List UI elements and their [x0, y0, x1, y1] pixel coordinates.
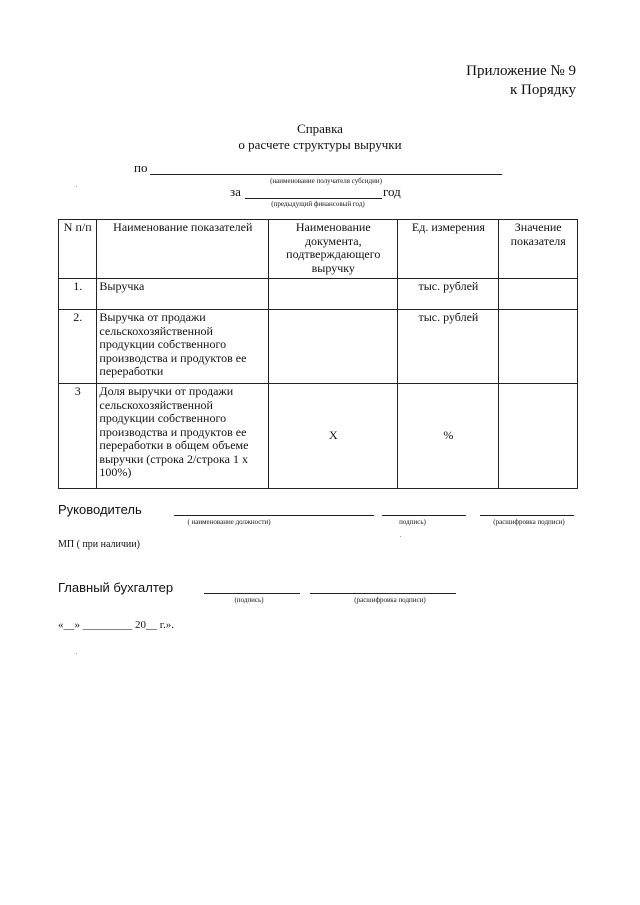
header-indicator-name: Наименование показателей [97, 220, 269, 279]
head-position-caption: ( наименование должности) [187, 518, 271, 526]
accountant-signature-line[interactable] [204, 593, 300, 594]
scan-dot [400, 536, 401, 537]
scan-dot [76, 186, 77, 187]
row-name: Выручка [97, 279, 269, 310]
head-signature-caption: подпись) [399, 518, 426, 526]
table-header-row [59, 220, 578, 279]
date-line[interactable]: «__» _________ 20__ г.». [58, 619, 175, 631]
table-row [59, 384, 578, 489]
accountant-decode-caption: (расшифровка подписи) [354, 596, 426, 604]
title-line-1: Справка [297, 121, 343, 136]
po-label: по [134, 160, 148, 175]
head-decode-caption: (расшифровка подписи) [493, 518, 565, 526]
header-value: Значение показателя [499, 220, 578, 279]
scan-dot [76, 653, 77, 654]
god-label: год [383, 184, 401, 199]
header-unit: Ед. измерения [398, 220, 499, 279]
za-label: за [230, 184, 241, 199]
recipient-name-caption: (наименование получателя субсидии) [270, 177, 382, 185]
row-unit: тыс. рублей [398, 310, 499, 384]
recipient-name-line[interactable] [150, 174, 502, 175]
row-name: Выручка от продажи сельскохозяйственной продукции собственного производства и продуктов ее переработки [97, 310, 269, 384]
revenue-structure-table [58, 219, 578, 489]
appendix-number: Приложение № 9 [466, 63, 576, 79]
fiscal-year-caption: (предыдущий финансовый год) [271, 200, 365, 208]
row-unit: тыс. рублей [398, 279, 499, 310]
row-doc-cell[interactable] [269, 279, 398, 310]
row-doc-cell: X [269, 384, 398, 489]
row-unit: % [398, 384, 499, 489]
accountant-label: Главный бухгалтер [58, 580, 174, 595]
accountant-decode-line[interactable] [310, 593, 456, 594]
appendix-reference: к Порядку [510, 82, 576, 98]
head-decode-line[interactable] [480, 515, 574, 516]
head-label: Руководитель [58, 502, 142, 517]
table-row [59, 279, 578, 310]
header-num: N п/п [59, 220, 97, 279]
header-document-name: Наименование документа, подтверждающего выручку [269, 220, 398, 279]
document-title [0, 121, 640, 153]
row-value-cell[interactable] [499, 384, 578, 489]
row-num: 3 [59, 384, 97, 489]
row-value-cell[interactable] [499, 279, 578, 310]
row-doc-cell[interactable] [269, 310, 398, 384]
head-signature-line[interactable] [382, 515, 466, 516]
appendix-header [466, 62, 576, 100]
fiscal-year-line[interactable] [245, 198, 382, 199]
row-value-cell[interactable] [499, 310, 578, 384]
row-num: 1. [59, 279, 97, 310]
title-line-2: о расчете структуры выручки [238, 137, 402, 152]
row-name: Доля выручки от продажи сельскохозяйственной продукции собственного производства и продуктов ее переработки в общем объеме выручки (строка 2/строка 1 x 100%) [97, 384, 269, 489]
head-position-line[interactable] [174, 515, 374, 516]
stamp-label: МП ( при наличии) [58, 539, 140, 550]
table-row [59, 310, 578, 384]
accountant-signature-caption: (подпись) [234, 596, 264, 604]
row-num: 2. [59, 310, 97, 384]
